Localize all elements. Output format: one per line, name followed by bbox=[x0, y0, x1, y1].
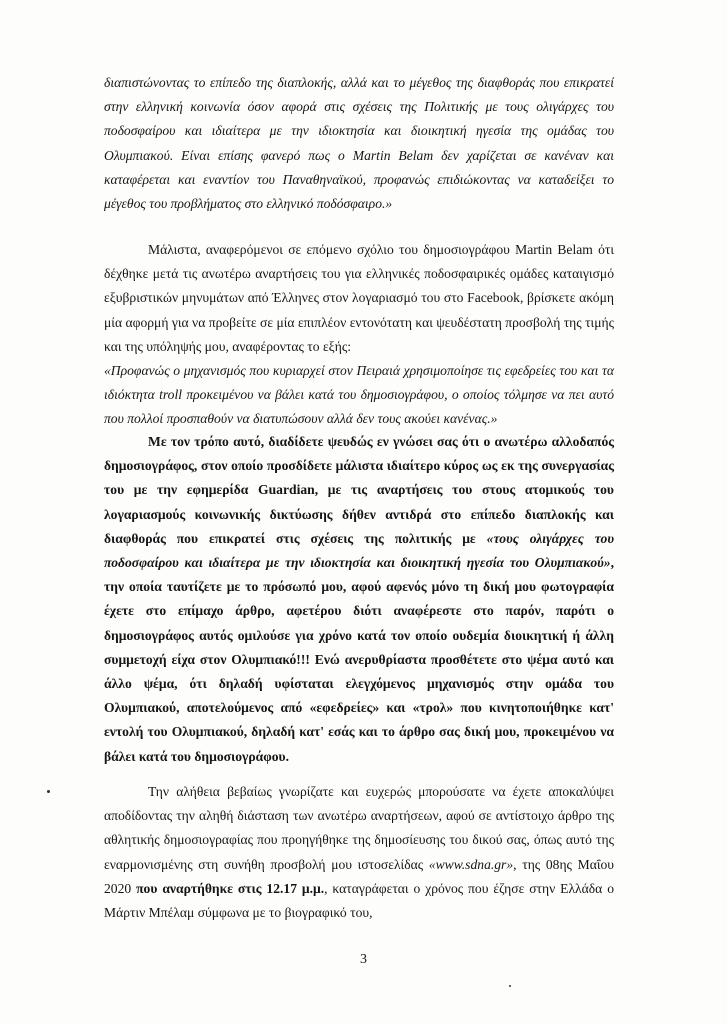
scan-speck bbox=[509, 985, 511, 987]
paragraph-2: Μάλιστα, αναφερόμενοι σε επόμενο σχόλιο του δημοσιογράφου Martin Belam ότι δέχθηκε μετά τις ανωτέρω αναρτήσεις του για ελληνικές ποδοσφαιρικές ομάδες καταιγισμό εξυβριστικών μηνυμάτων από Έλληνες στον λογαριασμό του στο Facebook, βρίσκετε ακόμη μία αφορμή για να προβείτε σε μία επιπλέον εντονότατη και ψευδέστατη προσβολή της τιμής και της υπόληψής μου, αναφέροντας το εξής: bbox=[104, 242, 614, 354]
paragraph-1: διαπιστώνοντας το επίπεδο της διαπλοκής, αλλά και το μέγεθος της διαφθοράς που επικρατεί στην ελληνική κοινωνία όσον αφορά στις σχέσεις της Πολιτικής με τους ολιγάρχες του ποδοσφαίρου και ιδιαίτερα με την ιδιοκτησία και διοικητική ηγεσία της ομάδας του Ολυμπιακού. Είναι επίσης φανερό πως ο Martin Belam δεν χαρίζεται σε κανέναν και καταφέρεται και εναντίον του Παναθηναϊκού, προφανώς επιδιώκοντας να καταδείξει το μέγεθος του προβλήματος στο ελληνικό ποδόσφαιρο.» bbox=[104, 75, 614, 212]
paragraph-3-text-1: Με τον τρόπο αυτό, διαδίδετε ψευδώς εν γνώσει σας ότι ο ανωτέρω αλλοδαπός δημοσιογράφος, στον οποίο προσδίδετε μάλιστα ιδιαίτερο κύρος ως εκ της συνεργασίας του με την εφημερίδα Guardian, με τις αναρτήσεις του στους ατομικούς του λογαριασμούς κοινωνικής δικτύωσης δήθεν αντιδρά στο επίπεδο διαπλοκής και διαφθοράς που επικρατεί στις σχέσεις της πολιτικής με bbox=[104, 434, 614, 546]
paragraph-block-2 bbox=[104, 238, 614, 432]
paragraph-4-bold-time: που αναρτήθηκε στις 12.17 μ.μ. bbox=[136, 880, 325, 896]
paragraph-4-text-2: , της 08ης Μαΐου 2020 bbox=[104, 856, 615, 896]
paragraph-4-site: «www.sdna.gr» bbox=[428, 856, 514, 872]
scan-speck bbox=[47, 790, 50, 793]
paragraph-4-text-1: Την αλήθεια βεβαίως γνωρίζατε και ευχερώς μπορούσατε να έχετε αποκαλύψει αποδίδοντας την αληθή διάσταση των ανωτέρω αναρτήσεων, αφού σε αντίστοιχο άρθρο της αθλητικής δημοσιογραφίας που προηγήθηκε της δημοσίευσης του δικού σας, όπως αυτό της εναρμονισμένης στη συνήθη προσβολή μου ιστοσελίδας bbox=[104, 784, 614, 872]
quoted-paragraph-continuation bbox=[104, 71, 614, 216]
paragraph-3-italic-quote: «τους ολιγάρχες του ποδοσφαίρου και ιδιαίτερα με την ιδιοκτησία και διοικητική ηγεσία του Ολυμπιακού» bbox=[104, 530, 614, 571]
paragraph-3 bbox=[104, 430, 614, 769]
quote-2: «Προφανώς ο μηχανισμός που κυριαρχεί στον Πειραιά χρησιμοποίησε τις εφεδρείες του και τα ιδιόκτητα troll προκειμένου να βάλει κατά του δημοσιογράφου, ο οποίος τόλμησε να πει αυτό που πολλοί προσπαθούν να διατυπώσουν αλλά δεν τους ακούει κανένας.» bbox=[104, 363, 614, 427]
paragraph-4 bbox=[104, 780, 614, 925]
bold-paragraph-block bbox=[104, 430, 614, 769]
paragraph-block-4 bbox=[104, 780, 614, 925]
paragraph-4-text-3: , καταγράφεται ο χρόνος που έζησε στην Ελλάδα ο Μάρτιν Μπέλαμ σύμφωνα με το βιογραφικό του, bbox=[104, 880, 614, 921]
page-number: 3 bbox=[360, 952, 367, 967]
paragraph-3-text-2: , την οποία ταυτίζετε με το πρόσωπό μου, αφού αφενός μόνο τη δική μου φωτογραφία έχετε στο επίμαχο άρθρο, αφετέρου διότι αναφέρεστε στο παρόν, παρότι ο δημοσιογράφος αυτός ομιλούσε για χρόνο κατά τον οποίο ουδεμία διοικητική ή άλλη συμμετοχή είχα στον Ολυμπιακό!!! Ενώ ανερυθρίαστα προσθέτετε στο ψέμα αυτό και άλλο ψέμα, ότι δηλαδή υφίσταται ελεγχόμενος μηχανισμός στην ομάδα του Ολυμπιακού, αποτελούμενος από «εφεδρείες» και «τρολ» που κινητοποιήθηκε κατ' εντολή του Ολυμπιακού, δηλαδή κατ' εσάς και το άρθρο σας δική μου, προκειμένου να βάλει κατά του δημοσιογράφου. bbox=[104, 555, 614, 764]
